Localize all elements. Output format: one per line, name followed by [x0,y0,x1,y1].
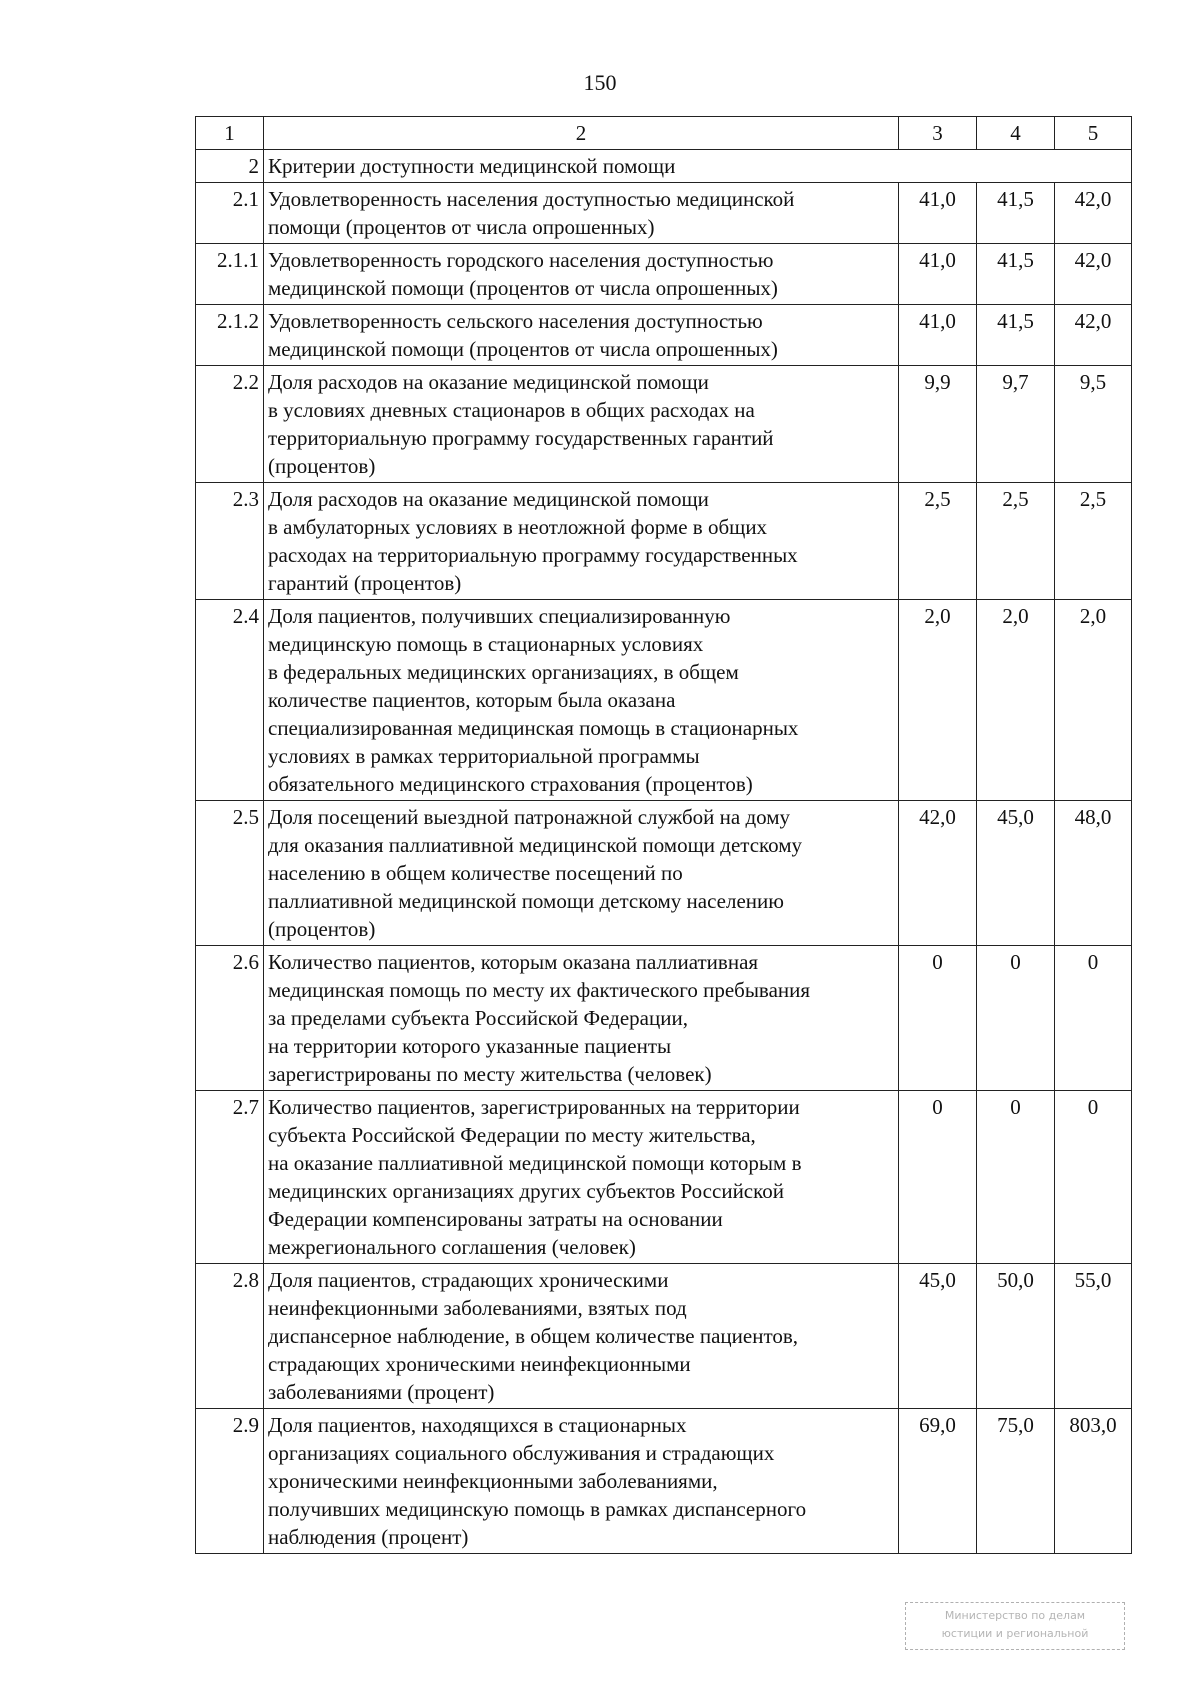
table-row [196,1264,1132,1409]
description-line: населению в общем количестве посещений по [268,861,683,885]
column-number-2: 2 [264,117,899,150]
row-description [264,183,899,244]
value-column-5: 42,0 [1055,183,1132,244]
value-column-3: 0 [899,946,977,1091]
value-column-4: 45,0 [977,801,1055,946]
value-column-4: 41,5 [977,183,1055,244]
value-column-4: 75,0 [977,1409,1055,1554]
table-row [196,305,1132,366]
column-number-1: 1 [196,117,264,150]
description-line: получивших медицинскую помощь в рамках диспансерного [268,1497,807,1521]
description-line: на оказание паллиативной медицинской помощи которым в [268,1151,802,1175]
description-line: специализированная медицинская помощь в стационарных [268,716,799,740]
row-description [264,946,899,1091]
row-description [264,801,899,946]
description-line: помощи (процентов от числа опрошенных) [268,215,655,239]
row-number: 2.3 [196,483,264,600]
value-column-5: 0 [1055,1091,1132,1264]
row-number: 2.5 [196,801,264,946]
description-line: на территории которого указанные пациенты [268,1034,672,1058]
description-line: субъекта Российской Федерации по месту жительства, [268,1123,756,1147]
table-row [196,244,1132,305]
value-column-4: 9,7 [977,366,1055,483]
description-line: Доля пациентов, получивших специализированную [268,604,731,628]
description-line: количестве пациентов, которым была оказана [268,688,676,712]
description-line: за пределами субъекта Российской Федерации, [268,1006,688,1030]
description-line: Федерации компенсированы затраты на основании [268,1207,723,1231]
value-column-5: 2,5 [1055,483,1132,600]
description-line: Доля расходов на оказание медицинской помощи [268,487,709,511]
page-number: 150 [583,70,617,95]
value-column-3: 41,0 [899,244,977,305]
table-row [196,1091,1132,1264]
table-row [196,600,1132,801]
column-number-3: 3 [899,117,977,150]
description-line: медицинской помощи (процентов от числа опрошенных) [268,276,778,300]
column-number-5: 5 [1055,117,1132,150]
value-column-4: 2,0 [977,600,1055,801]
description-line: в условиях дневных стационаров в общих расходах на [268,398,755,422]
description-line: Доля пациентов, находящихся в стационарных [268,1413,687,1437]
row-number: 2.9 [196,1409,264,1554]
stamp-line: юстиции и региональной [941,1627,1089,1640]
description-line: расходах на территориальную программу государственных [268,543,798,567]
description-line: межрегионального соглашения (человек) [268,1235,636,1259]
description-line: наблюдения (процент) [268,1525,469,1549]
value-column-4: 2,5 [977,483,1055,600]
section-number: 2 [196,150,264,183]
value-column-3: 69,0 [899,1409,977,1554]
row-description [264,1264,899,1409]
description-line: Доля пациентов, страдающих хроническими [268,1268,669,1292]
description-line: Удовлетворенность населения доступностью медицинской [268,187,795,211]
value-column-3: 2,5 [899,483,977,600]
value-column-4: 50,0 [977,1264,1055,1409]
row-description [264,1409,899,1554]
column-number-4: 4 [977,117,1055,150]
value-column-5: 42,0 [1055,244,1132,305]
row-description [264,305,899,366]
table-row [196,366,1132,483]
description-line: (процентов) [268,917,376,941]
row-description [264,483,899,600]
row-number: 2.4 [196,600,264,801]
table-body [196,117,1132,1554]
description-line: медицинской помощи (процентов от числа опрошенных) [268,337,778,361]
value-column-5: 2,0 [1055,600,1132,801]
section-row [196,150,1132,183]
description-line: территориальную программу государственных гарантий [268,426,774,450]
description-line: (процентов) [268,454,376,478]
criteria-table [195,116,1132,1554]
row-number: 2.1 [196,183,264,244]
description-line: диспансерное наблюдение, в общем количестве пациентов, [268,1324,799,1348]
column-number-row [196,117,1132,150]
description-line: медицинскую помощь в стационарных условиях [268,632,704,656]
description-line: в амбулаторных условиях в неотложной форме в общих [268,515,768,539]
description-line: страдающих хроническими неинфекционными [268,1352,691,1376]
value-column-3: 41,0 [899,183,977,244]
row-description [264,1091,899,1264]
description-line: для оказания паллиативной медицинской помощи детскому [268,833,803,857]
table-row [196,483,1132,600]
value-column-3: 2,0 [899,600,977,801]
value-column-3: 9,9 [899,366,977,483]
row-number: 2.8 [196,1264,264,1409]
description-line: Удовлетворенность сельского населения доступностью [268,309,763,333]
description-line: организациях социального обслуживания и страдающих [268,1441,775,1465]
value-column-5: 0 [1055,946,1132,1091]
table-row [196,946,1132,1091]
stamp-line: Министерство по делам [944,1609,1086,1622]
table-row [196,801,1132,946]
description-line: обязательного медицинского страхования (процентов) [268,772,753,796]
row-description [264,600,899,801]
value-column-5: 48,0 [1055,801,1132,946]
description-line: Количество пациентов, зарегистрированных на территории [268,1095,800,1119]
row-description [264,366,899,483]
description-line: Доля посещений выездной патронажной службой на дому [268,805,791,829]
row-description [264,244,899,305]
description-line: в федеральных медицинских организациях, в общем [268,660,739,684]
table-row [196,1409,1132,1554]
description-line: зарегистрированы по месту жительства (человек) [268,1062,712,1086]
value-column-5: 803,0 [1055,1409,1132,1554]
description-line: паллиативной медицинской помощи детскому населению [268,889,784,913]
value-column-3: 0 [899,1091,977,1264]
description-line: Доля расходов на оказание медицинской помощи [268,370,709,394]
value-column-3: 45,0 [899,1264,977,1409]
row-number: 2.1.1 [196,244,264,305]
description-line: хроническими неинфекционными заболеваниями, [268,1469,718,1493]
description-line: Количество пациентов, которым оказана паллиативная [268,950,759,974]
row-number: 2.6 [196,946,264,1091]
value-column-5: 42,0 [1055,305,1132,366]
description-line: Удовлетворенность городского населения доступностью [268,248,774,272]
value-column-3: 41,0 [899,305,977,366]
row-number: 2.1.2 [196,305,264,366]
section-title: Критерии доступности медицинской помощи [264,150,1132,183]
value-column-4: 0 [977,1091,1055,1264]
value-column-4: 41,5 [977,244,1055,305]
description-line: неинфекционными заболеваниями, взятых под [268,1296,687,1320]
description-line: гарантий (процентов) [268,571,462,595]
value-column-3: 42,0 [899,801,977,946]
value-column-4: 0 [977,946,1055,1091]
row-number: 2.7 [196,1091,264,1264]
registration-stamp [905,1602,1125,1650]
description-line: заболеваниями (процент) [268,1380,495,1404]
description-line: медицинских организациях других субъектов Российской [268,1179,784,1203]
value-column-5: 9,5 [1055,366,1132,483]
description-line: условиях в рамках территориальной программы [268,744,700,768]
value-column-4: 41,5 [977,305,1055,366]
description-line: медицинская помощь по месту их фактического пребывания [268,978,811,1002]
row-number: 2.2 [196,366,264,483]
table-row [196,183,1132,244]
value-column-5: 55,0 [1055,1264,1132,1409]
